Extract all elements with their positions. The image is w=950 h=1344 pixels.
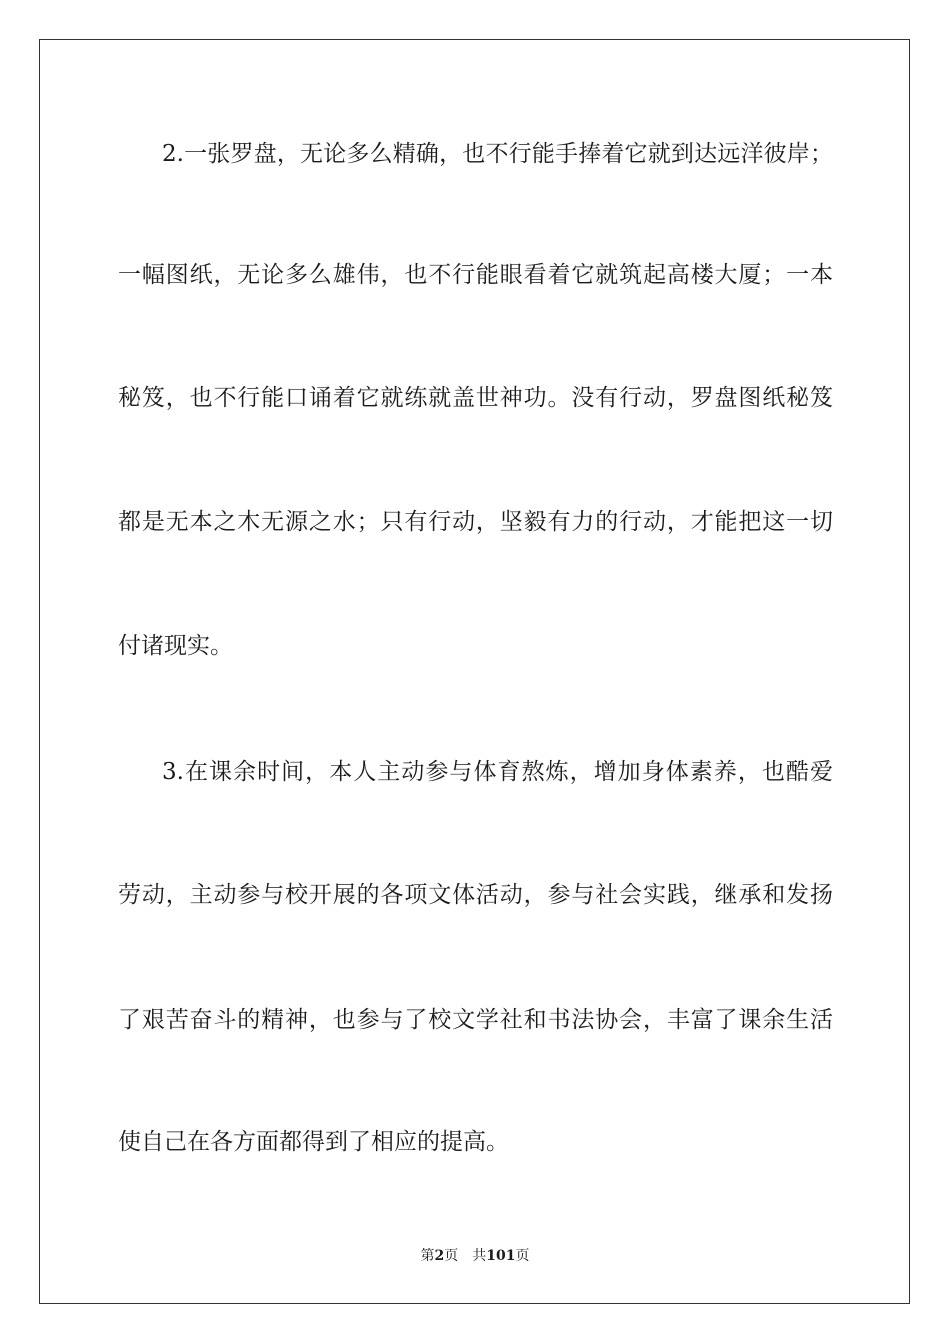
page-footer bbox=[0, 1247, 950, 1265]
paragraph-line: 使自己在各方面都得到了相应的提高。 bbox=[118, 1129, 509, 1155]
paragraph-line: 了艰苦奋斗的精神，也参与了校文学社和书法协会，丰富了课余生活 bbox=[118, 1007, 833, 1033]
page-frame bbox=[39, 39, 910, 1304]
paragraph-line: 秘笈，也不行能口诵着它就练就盖世神功。没有行动，罗盘图纸秘笈 bbox=[118, 385, 833, 411]
footer-page-number: 2 bbox=[434, 1248, 445, 1264]
footer-total-suffix: 页 bbox=[515, 1248, 530, 1264]
footer-page-suffix: 页 bbox=[444, 1248, 459, 1264]
footer-total-prefix: 共 bbox=[472, 1248, 487, 1264]
paragraph-line: 一幅图纸，无论多么雄伟，也不行能眼看着它就筑起高楼大厦；一本 bbox=[118, 262, 833, 288]
paragraph-line: 3.在课余时间，本人主动参与体育熬炼，增加身体素养，也酷爱 bbox=[162, 759, 833, 785]
paragraph-line: 劳动，主动参与校开展的各项文体活动，参与社会实践，继承和发扬 bbox=[118, 882, 833, 908]
paragraph-line: 都是无本之木无源之水；只有行动，坚毅有力的行动，才能把这一切 bbox=[118, 509, 833, 535]
footer-page-prefix: 第 bbox=[420, 1248, 435, 1264]
paragraph-line: 付诸现实。 bbox=[118, 633, 233, 659]
footer-total-number: 101 bbox=[486, 1248, 516, 1264]
paragraph-line: 2.一张罗盘，无论多么精确，也不行能手捧着它就到达远洋彼岸； bbox=[162, 141, 833, 167]
